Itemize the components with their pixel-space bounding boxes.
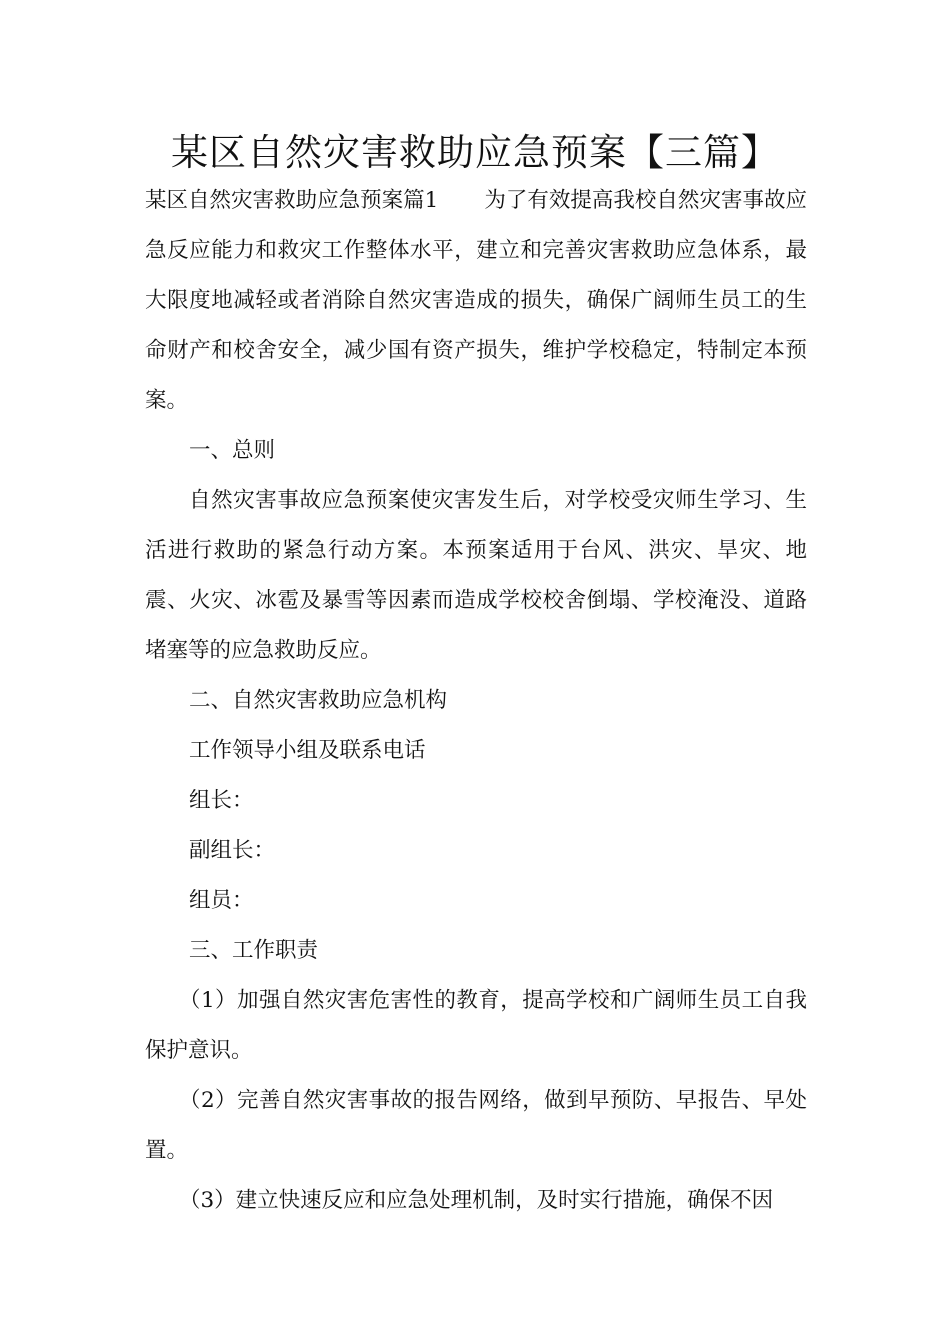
members-line: 组员： — [189, 888, 254, 913]
section3-heading: 三、工作职责 — [189, 938, 319, 963]
document-body — [145, 176, 807, 1226]
intro-text: 为了有效提高我校自然灾害事故应急反应能力和救灾工作整体水平，建立和完善灾害救助应急体系，最大限度地减轻或者消除自然灾害造成的损失，确保广阔师生员工的生命财产和校舍安全，减少国有资产损失，维护学校稳定，特制定本预案。 — [145, 188, 807, 413]
leadership-group-line: 工作领导小组及联系电话 — [189, 738, 426, 763]
intro-paragraph — [145, 176, 807, 426]
intro-heading: 某区自然灾害救助应急预案篇1 — [145, 188, 439, 213]
section1-paragraph: 自然灾害事故应急预案使灾害发生后，对学校受灾师生学习、生活进行救助的紧急行动方案。本预案适用于台风、洪灾、旱灾、地震、火灾、冰雹及暴雪等因素而造成学校校舍倒塌、学校淹没、道路堵塞等的应急救助反应。 — [145, 488, 807, 663]
duty-1-paragraph: （1）加强自然灾害危害性的教育，提高学校和广阔师生员工自我保护意识。 — [145, 988, 807, 1063]
section2-heading: 二、自然灾害救助应急机构 — [189, 688, 448, 713]
section1-heading: 一、总则 — [189, 438, 276, 463]
duty-2-paragraph: （2）完善自然灾害事故的报告网络，做到早预防、早报告、早处置。 — [145, 1088, 807, 1163]
duty-3-paragraph: （3）建立快速反应和应急处理机制，及时实行措施，确保不因 — [179, 1188, 774, 1213]
leader-line: 组长： — [189, 788, 254, 813]
deputy-leader-line: 副组长： — [189, 838, 276, 863]
document-title: 某区自然灾害救助应急预案【三篇】 — [171, 131, 779, 174]
